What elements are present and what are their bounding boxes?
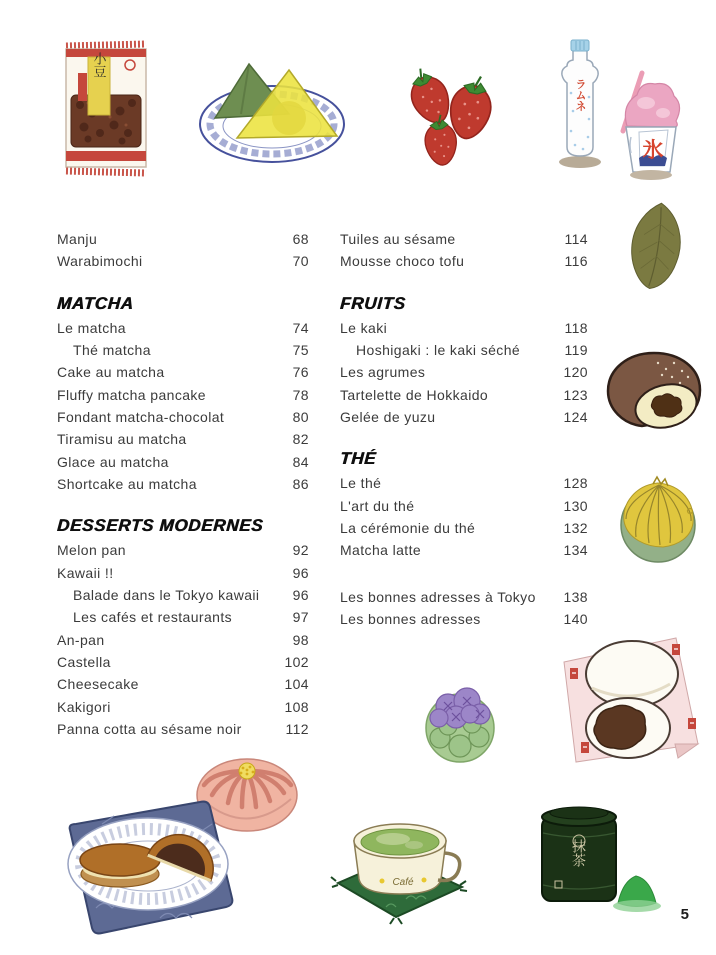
toc-entry-page: 84 (292, 453, 309, 470)
toc-entry-page: 119 (564, 342, 588, 359)
toc-entry-label: Melon pan (57, 542, 126, 559)
toc-entry-label: Thé matcha (73, 342, 151, 359)
toc-entry-label: Matcha latte (340, 542, 422, 559)
toc-entry (57, 339, 309, 361)
toc-entry-label: Cheesecake (57, 676, 139, 693)
toc-entry-page: 78 (292, 386, 309, 403)
tin-label-text: 抹茶 (571, 839, 587, 867)
toc-entry-label: Cake au matcha (57, 364, 165, 381)
toc-entry-label: Kakigori (57, 698, 111, 715)
toc-entry (57, 584, 309, 606)
toc-entry-label: Gelée de yuzu (340, 409, 436, 426)
paper-fold (675, 744, 698, 758)
toc-entry-page: 116 (564, 253, 588, 270)
toc-entry-label: Castella (57, 654, 111, 671)
toc-entry (57, 629, 309, 651)
toc-entry-page: 96 (292, 587, 309, 604)
packet-label-text: 小豆 (91, 52, 107, 78)
toc-entry-page: 128 (563, 475, 588, 492)
toc-entry-page: 80 (292, 409, 309, 426)
matcha-foam (376, 833, 410, 845)
toc-entry-page: 114 (564, 231, 588, 248)
toc-entry (57, 473, 309, 495)
tea-leaf-illustration (613, 198, 701, 293)
toc-entry (57, 361, 309, 383)
toc-entry-label: Fluffy matcha pancake (57, 386, 206, 403)
toc-entry (57, 718, 309, 740)
toc-entry (57, 228, 309, 250)
toc-entry-label: Les bonnes adresses à Tokyo (340, 588, 536, 605)
manju-on-paper-illustration (548, 632, 706, 768)
toc-entry-label: Le kaki (340, 319, 388, 336)
toc-entry-page: 82 (292, 431, 309, 448)
toc-entry-label: L'art du thé (340, 497, 415, 514)
toc-right-column (340, 228, 588, 630)
toc-entry-page: 140 (563, 611, 588, 628)
ice-highlight (637, 97, 655, 109)
toc-entry-page: 74 (292, 319, 309, 336)
toc-entry-page: 97 (292, 609, 309, 626)
toc-section-header: THÉ (339, 449, 377, 469)
toc-entry-page: 118 (564, 319, 588, 336)
toc-entry-page: 102 (284, 654, 309, 671)
toc-entry-label: Le matcha (57, 319, 126, 336)
ice-highlight (656, 108, 670, 118)
anko-filling (651, 394, 682, 417)
toc-entry (57, 673, 309, 695)
tin-lid-top (550, 807, 608, 819)
toc-entry-page: 86 (292, 476, 309, 493)
dorayaki-top-pancake (80, 844, 160, 876)
toc-entry-page: 138 (563, 588, 588, 605)
toc-entry-label: Kawaii !! (57, 564, 114, 581)
toc-entry (340, 339, 588, 361)
toc-entry (340, 517, 588, 539)
yatsuhashi-plate-illustration (197, 52, 347, 167)
toc-entry (57, 428, 309, 450)
toc-entry-label: Panna cotta au sésame noir (57, 721, 242, 738)
yuzu-wagashi-illustration (612, 475, 704, 565)
toc-entry-page: 124 (563, 409, 588, 426)
toc-entry (340, 586, 588, 608)
toc-entry (57, 250, 309, 272)
toc-entry-label: La cérémonie du thé (340, 520, 476, 537)
toc-entry-label: Hoshigaki : le kaki séché (356, 342, 521, 359)
cut-manju-anko (594, 705, 646, 749)
dorayaki-illustration (40, 786, 240, 941)
toc-entry-page: 130 (563, 497, 588, 514)
toc-entry-label: Tiramisu au matcha (57, 431, 187, 448)
cup-shadow (630, 170, 672, 180)
toc-entry (340, 384, 588, 406)
leaf-body (628, 201, 685, 292)
toc-entry (57, 696, 309, 718)
toc-entry (340, 361, 588, 383)
toc-entry-page: 132 (563, 520, 588, 537)
toc-entry (57, 384, 309, 406)
toc-entry (340, 472, 588, 494)
toc-entry-page: 98 (292, 631, 309, 648)
toc-entry-page: 75 (292, 342, 309, 359)
toc-entry-label: Les bonnes adresses (340, 611, 481, 628)
toc-entry-label: Glace au matcha (57, 453, 169, 470)
strawberries-illustration (398, 50, 508, 168)
toc-entry-page: 70 (292, 253, 309, 270)
toc-entry (340, 608, 588, 630)
toc-entry-page: 68 (292, 231, 309, 248)
toc-entry-label: Manju (57, 231, 98, 248)
toc-entry-page: 92 (292, 542, 309, 559)
bottle-shadow (559, 156, 601, 168)
toc-entry-page: 123 (563, 386, 588, 403)
toc-entry (57, 562, 309, 584)
toc-entry (340, 406, 588, 428)
toc-entry-page: 120 (563, 364, 588, 381)
toc-entry-label: Tartelette de Hokkaido (340, 386, 489, 403)
toc-entry (340, 228, 588, 250)
packet-crimp-bottom (66, 171, 146, 173)
matcha-powder-spill (613, 900, 661, 912)
toc-entry-page: 96 (292, 564, 309, 581)
toc-entry-label: Le thé (340, 475, 382, 492)
toc-entry-page: 134 (563, 542, 588, 559)
cup-flower-mark (380, 879, 385, 884)
chocolate-mochi-illustration (600, 345, 708, 433)
toc-entry-page: 112 (285, 721, 309, 738)
toc-entry-label: Balade dans le Tokyo kawaii (73, 587, 260, 604)
toc-entry-page: 76 (292, 364, 309, 381)
toc-entry-label: Fondant matcha-chocolat (57, 409, 225, 426)
toc-entry-page: 104 (284, 676, 309, 693)
packet-red-tag (78, 73, 87, 101)
toc-section-header: MATCHA (56, 293, 135, 313)
purple-petals (430, 688, 490, 728)
strawberry (401, 63, 457, 129)
toc-entry (340, 250, 588, 272)
matcha-tin-illustration (506, 797, 664, 919)
toc-entry (340, 495, 588, 517)
toc-entry (57, 406, 309, 428)
cup-flower-mark (422, 878, 427, 883)
toc-entry (340, 317, 588, 339)
matcha-foam (405, 841, 423, 849)
toc-entry (340, 539, 588, 561)
ramune-and-kakigori-illustration (543, 33, 693, 183)
toc-entry (57, 539, 309, 561)
toc-entry-page: 108 (284, 698, 309, 715)
toc-entry-label: An-pan (57, 631, 105, 648)
packet-band-bottom (66, 151, 146, 161)
toc-spacer (340, 562, 588, 586)
cup-cafe-text: Café (392, 877, 414, 888)
toc-entry (57, 317, 309, 339)
toc-entry (57, 651, 309, 673)
hydrangea-wagashi-illustration (410, 668, 510, 768)
toc-entry (57, 451, 309, 473)
toc-entry-label: Warabimochi (57, 253, 143, 270)
toc-entry-label: Shortcake au matcha (57, 476, 197, 493)
toc-entry-label: Les cafés et restaurants (73, 609, 233, 626)
packet-crimp-top (66, 44, 146, 46)
toc-section-header: DESSERTS MODERNES (56, 516, 264, 536)
kakigori-kanji: 氷 (642, 139, 664, 162)
toc-left-column (57, 228, 309, 740)
toc-entry-label: Tuiles au sésame (340, 231, 456, 248)
page-number: 5 (680, 906, 689, 923)
toc-section-header: FRUITS (339, 293, 407, 313)
toc-entry-label: Les agrumes (340, 364, 426, 381)
toc-entry (57, 606, 309, 628)
matcha-latte-cup-illustration (330, 795, 470, 925)
ramune-label-text: ラムネ (574, 78, 586, 112)
azuki-bean-packet-illustration (58, 33, 154, 181)
toc-entry-label: Mousse choco tofu (340, 253, 465, 270)
